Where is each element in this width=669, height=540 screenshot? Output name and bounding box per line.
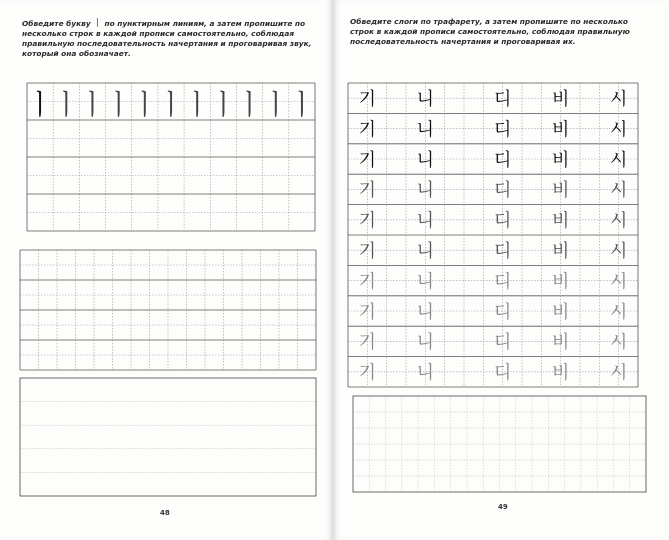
syllable-0: 기 — [358, 301, 377, 323]
syllable-0: 기 — [358, 89, 377, 110]
instruction-letter: ㅣ — [93, 19, 102, 29]
trace-letter: ㅣ — [131, 88, 159, 121]
syllable-4: 시 — [609, 241, 628, 262]
syllable-4: 시 — [609, 89, 628, 110]
syllable-1: 니 — [416, 180, 435, 202]
trace-letter: ㅣ — [78, 88, 106, 121]
syllable-1: 니 — [416, 119, 435, 141]
syllable-1: 니 — [416, 210, 435, 232]
syllable-3: 비 — [551, 271, 570, 293]
syllable-1: 니 — [416, 271, 435, 293]
instruction-text-before: Обведите букву — [22, 19, 91, 28]
syllable-3: 비 — [551, 180, 570, 202]
right-page-number: 49 — [498, 503, 508, 511]
syllable-4: 시 — [609, 271, 628, 293]
trace-letter: ㅣ — [26, 88, 54, 121]
syllable-0: 기 — [358, 241, 377, 262]
syllable-3: 비 — [551, 210, 570, 232]
trace-letter: ㅣ — [209, 88, 237, 121]
syllable-4: 시 — [609, 180, 628, 202]
syllable-0: 기 — [358, 332, 377, 354]
trace-letter: ㅣ — [52, 88, 80, 121]
syllable-2: 디 — [493, 119, 512, 141]
trace-letter: ㅣ — [288, 88, 316, 121]
syllable-4: 시 — [609, 149, 628, 171]
syllable-3: 비 — [551, 149, 570, 171]
left-page-number: 48 — [160, 509, 170, 517]
syllable-0: 기 — [358, 362, 377, 384]
syllable-0: 기 — [358, 210, 377, 232]
syllable-4: 시 — [609, 332, 628, 354]
syllable-3: 비 — [551, 332, 570, 354]
syllable-2: 디 — [493, 332, 512, 354]
syllable-2: 디 — [493, 271, 512, 293]
syllable-1: 니 — [416, 301, 435, 323]
syllable-3: 비 — [551, 301, 570, 323]
trace-letter: ㅣ — [157, 88, 185, 121]
trace-letter: ㅣ — [236, 88, 264, 121]
left-blank-box — [20, 378, 316, 496]
syllable-1: 니 — [416, 241, 435, 262]
syllable-0: 기 — [358, 271, 377, 293]
syllable-0: 기 — [358, 119, 377, 141]
syllable-2: 디 — [493, 301, 512, 323]
syllable-1: 니 — [416, 149, 435, 171]
syllable-2: 디 — [493, 210, 512, 232]
syllable-4: 시 — [609, 210, 628, 232]
syllable-3: 비 — [551, 89, 570, 110]
syllable-0: 기 — [358, 149, 377, 171]
syllable-2: 디 — [493, 241, 512, 262]
syllable-0: 기 — [358, 180, 377, 202]
syllable-2: 디 — [493, 149, 512, 171]
right-instruction: Обведите слоги по трафарету, а затем пропишите по несколько строк в каждой прописи самостоятельно, соблюдая правильную последовательность начертания и проговаривая их. — [350, 17, 630, 46]
syllable-2: 디 — [493, 89, 512, 110]
syllable-4: 시 — [609, 119, 628, 141]
syllable-3: 비 — [551, 241, 570, 262]
syllable-1: 니 — [416, 362, 435, 384]
trace-letter: ㅣ — [105, 88, 133, 121]
syllable-3: 비 — [551, 362, 570, 384]
syllable-1: 니 — [416, 89, 435, 110]
syllable-2: 디 — [493, 180, 512, 202]
syllable-3: 비 — [551, 119, 570, 141]
syllable-2: 디 — [493, 362, 512, 384]
trace-letter: ㅣ — [183, 88, 211, 121]
instruction-text-after: по пунктирным линиям, а затем пропишите по несколько строк в каждой прописи самостоятельно, соблюдая правильную последовательность начертания и проговаривая звук, который она обозначает. — [22, 19, 312, 58]
syllable-4: 시 — [609, 301, 628, 323]
syllable-4: 시 — [609, 362, 628, 384]
syllable-1: 니 — [416, 332, 435, 354]
trace-letter: ㅣ — [262, 88, 290, 121]
